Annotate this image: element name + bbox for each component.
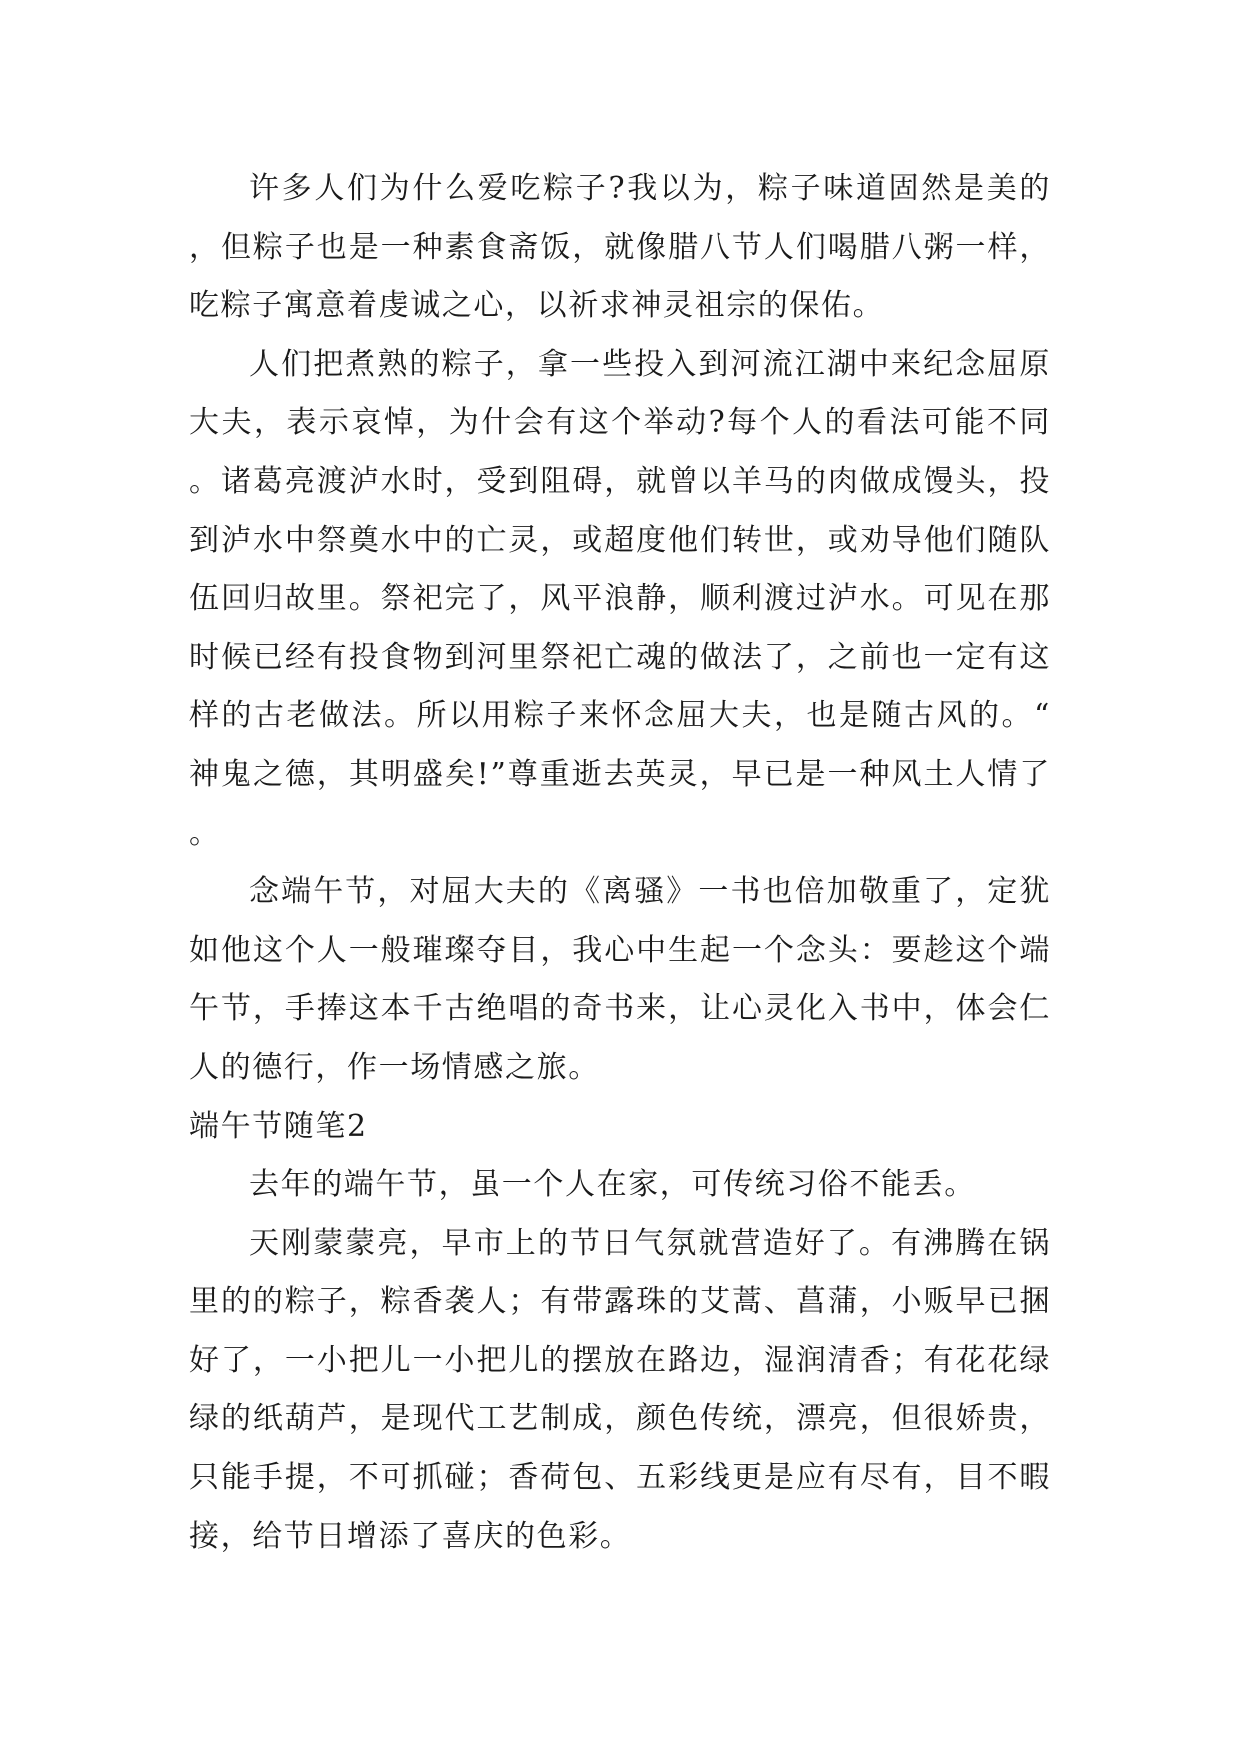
document-body bbox=[189, 160, 1051, 1566]
paragraph-morning-market: 天刚蒙蒙亮，早市上的节日气氛就营造好了。有沸腾在锅里的的粽子，粽香袭人；有带露珠的艾蒿、菖蒲，小贩早已捆好了，一小把儿一小把儿的摆放在路边，湿润清香；有花花绿绿的纸葫芦，是现代工艺制成，颜色传统，漂亮，但很娇贵，只能手提，不可抓碰；香荷包、五彩线更是应有尽有，目不暇接，给节日增添了喜庆的色彩。 bbox=[189, 1225, 1051, 1554]
paragraph-li-sao: 念端午节，对屈大夫的《离骚》一书也倍加敬重了，定犹如他这个人一般璀璨夺目，我心中生起一个念头：要趁这个端午节，手捧这本千古绝唱的奇书来，让心灵化入书中，体会仁人的德行，作一场情感之旅。 bbox=[189, 874, 1051, 1085]
paragraph-last-year: 去年的端午节，虽一个人在家，可传统习俗不能丢。 bbox=[249, 1167, 976, 1203]
section-heading: 端午节随笔2 bbox=[189, 1108, 368, 1144]
paragraph-zongzi-meaning: 许多人们为什么爱吃粽子?我以为，粽子味道固然是美的，但粽子也是一种素食斋饭，就像腊八节人们喝腊八粥一样，吃粽子寓意着虔诚之心，以祈求神灵祖宗的保佑。 bbox=[189, 171, 1051, 324]
paragraph-qu-yuan-custom: 人们把煮熟的粽子，拿一些投入到河流江湖中来纪念屈原大夫，表示哀悼，为什会有这个举动?每个人的看法可能不同。诸葛亮渡泸水时，受到阻碍，就曾以羊马的肉做成馒头，投到泸水中祭奠水中的亡灵，或超度他们转世，或劝导他们随队伍回归故里。祭祀完了，风平浪静，顺利渡过泸水。可见在那时候已经有投食物到河里祭祀亡魂的做法了，之前也一定有这样的古老做法。所以用粽子来怀念屈大夫，也是随古风的。“神鬼之德，其明盛矣!”尊重逝去英灵，早已是一种风土人情了。 bbox=[189, 346, 1051, 851]
